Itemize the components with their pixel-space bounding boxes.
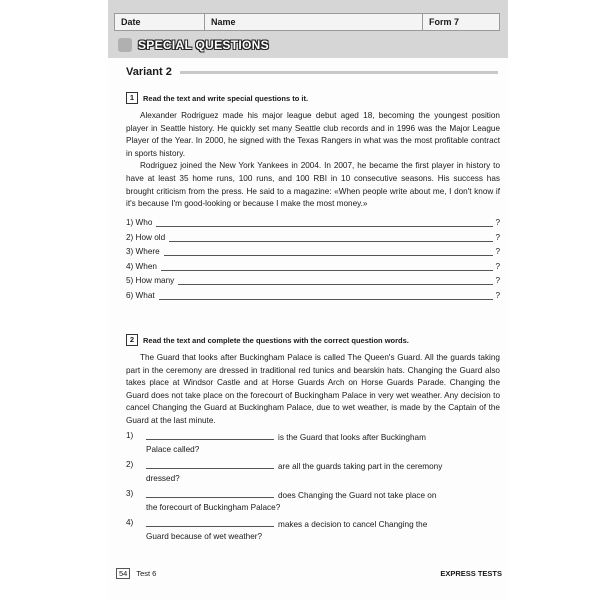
question-mark: ? <box>495 276 500 286</box>
worksheet-page <box>108 0 508 600</box>
answer-line[interactable] <box>169 232 493 242</box>
question-prompt: 5) How many <box>126 276 175 286</box>
answer-line[interactable] <box>161 261 493 271</box>
question-prompt: 2) How old <box>126 232 166 242</box>
item-text: is the Guard that looks after Buckingham <box>278 432 426 442</box>
page-footer <box>116 568 502 579</box>
answer-line[interactable] <box>159 290 494 300</box>
question-row <box>126 256 500 271</box>
answer-blank[interactable] <box>146 459 274 469</box>
series-label: EXPRESS TESTS <box>440 569 502 578</box>
answer-line[interactable] <box>178 275 493 285</box>
item-text: are all the guards taking part in the ceremony <box>278 461 443 471</box>
task-number: 2 <box>126 334 138 346</box>
student-info-row <box>114 13 500 31</box>
item-continuation: dressed? <box>146 474 180 484</box>
question-mark: ? <box>495 218 500 228</box>
question-prompt: 4) When <box>126 261 157 271</box>
task-2 <box>126 334 500 544</box>
question-mark: ? <box>495 232 500 242</box>
item-number: 1) <box>126 430 134 440</box>
answer-blank[interactable] <box>146 430 274 440</box>
question-mark: ? <box>495 290 500 300</box>
question-row <box>126 242 500 257</box>
answer-line[interactable] <box>156 217 493 227</box>
task-2-heading <box>126 334 500 346</box>
task-instruction: Read the text and complete the questions with the correct question words. <box>143 335 409 345</box>
question-row <box>126 213 500 228</box>
answer-line[interactable] <box>164 246 494 256</box>
task-instruction: Read the text and write special questions to it. <box>143 93 309 103</box>
date-field: Date <box>115 14 205 30</box>
item-number: 3) <box>126 488 134 498</box>
completion-item <box>126 517 500 544</box>
task-2-paragraph: The Guard that looks after Buckingham Palace is called The Queen's Guard. All the guards taking part in the ceremony are dressed in traditional red tunics and bearskin hats. Changing the Guard also takes place at Windsor Castle and at Horse Guards Arch on Horse Guards Parade. Changing the Guard does not take place on the forecourt of Buckingham Palace in very wet weather. Any decision to cancel Changing the Guard at Buckingham Palace, due to wet weather, is made by the Captain of the Guard at the last minute. <box>126 353 500 425</box>
page-number: 54 <box>116 568 130 579</box>
question-list <box>126 213 500 300</box>
variant-rule <box>180 71 498 74</box>
question-mark: ? <box>495 247 500 257</box>
task-1 <box>126 92 500 300</box>
completion-item <box>126 430 500 457</box>
question-prompt: 3) Where <box>126 247 160 257</box>
section-title-text: SPECIAL QUESTIONS <box>138 38 269 52</box>
item-text: makes a decision to cancel Changing the <box>278 519 428 529</box>
question-mark: ? <box>495 261 500 271</box>
question-row <box>126 285 500 300</box>
section-title <box>118 36 269 54</box>
answer-blank[interactable] <box>146 517 274 527</box>
completion-list <box>126 430 500 544</box>
title-badge-icon <box>118 38 132 52</box>
item-continuation: the forecourt of Buckingham Palace? <box>146 503 281 513</box>
variant-label: Variant 2 <box>126 66 172 78</box>
completion-item <box>126 459 500 486</box>
question-row <box>126 271 500 286</box>
item-text: does Changing the Guard not take place on <box>278 490 437 500</box>
item-continuation: Guard because of wet weather? <box>146 532 263 542</box>
test-label: Test 6 <box>136 569 157 578</box>
name-field: Name <box>205 14 423 30</box>
completion-item <box>126 488 500 515</box>
item-number: 2) <box>126 459 134 469</box>
task-1-paragraph: Rodriguez joined the New York Yankees in 2004. In 2007, he became the first player in history to have at least 35 home runs, 100 runs, and 100 RBI in 10 consecutive seasons. His success has brought criticism from the press. He said to a magazine: «When people write about me, I don't know if it's because I'm good-looking or because I make the most money.» <box>126 161 500 209</box>
item-continuation: Palace called? <box>146 445 200 455</box>
question-prompt: 6) What <box>126 290 155 300</box>
task-1-paragraph: Alexander Rodriguez made his major league debut aged 18, becoming the youngest position player in Seattle history. He quickly set many Seattle club records and in 1996 was the Major League Player of the Year. In 2000, he signed with the Texas Rangers in what was the most profitable contract in sports history. <box>126 111 500 158</box>
task-1-heading <box>126 92 500 104</box>
task-number: 1 <box>126 92 138 104</box>
item-number: 4) <box>126 517 134 527</box>
question-row <box>126 227 500 242</box>
question-prompt: 1) Who <box>126 218 153 228</box>
form-field: Form 7 <box>429 17 460 27</box>
answer-blank[interactable] <box>146 488 274 498</box>
variant-heading <box>126 66 498 78</box>
